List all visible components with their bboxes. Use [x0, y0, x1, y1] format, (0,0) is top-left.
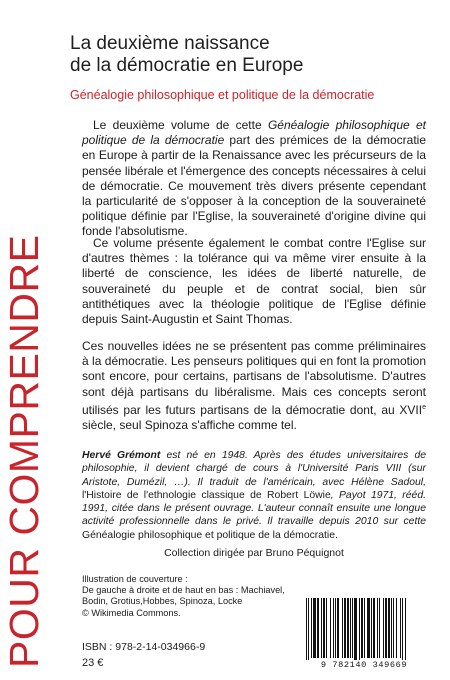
paragraph-2: Ce volume présente également le combat contre l'Eglise sur d'autres thèmes : la tolérance qui va même virer ensuite à la liberté de conscience, les idées de liberté naturelle, de souveraineté du peuple et de contrat social, bien sûr antithétiques avec la théologie politique de l'Eglise définie depuis Saint-Augustin et Saint Thomas.: [82, 236, 426, 327]
collection-note: Collection dirigée par Bruno Péquignot: [164, 547, 344, 559]
author-bio-book: l'Histoire de l'ethnologie classique de Robert Löwie: [82, 489, 331, 501]
title-line-1: La deuxième naissance: [70, 33, 270, 54]
title-line-2: de la démocratie en Europe: [70, 55, 304, 76]
book-title: [70, 33, 430, 77]
barcode-digits: 9 782140 349669: [300, 660, 428, 670]
cover-credits: [82, 574, 292, 619]
paragraph-1-lead: Le deuxième volume de cette: [93, 118, 268, 132]
series-label: POUR COMPRENDRE: [1, 234, 47, 668]
paragraph-3-rest: siècle, seul Spinoza s'affiche comme tel.: [82, 418, 297, 433]
credits-line-1: Illustration de couverture :: [82, 574, 188, 584]
paragraph-1-italic: Généalogie philosophique et politique de la démocratie: [82, 118, 426, 148]
author-bio: [82, 449, 426, 542]
paragraph-1: [82, 118, 426, 240]
paragraph-3-lead: Ces nouvelles idées ne se présentent pas comme préliminaires à la démocratie. Les penseurs politiques qui en font la promotion sont encore, pour certains, partisans de l'absolutisme. D'autres sont déjà partisans du libéralisme. Mais ces concepts seront utilisés par les futurs partisans de la démocratie dont, au XVII: [82, 339, 426, 417]
credits-line-2: De gauche à droite et de haut en bas : Machiavel, Bodin, Grotius,Hobbes, Spinoza, Locke: [82, 585, 285, 607]
price: 23 €: [82, 657, 104, 669]
paragraph-1-rest: part des prémices de la démocratie en Europe à partir de la Renaissance avec les précurseurs de la pensée libérale et l'émergence des concepts nécessaires à celui de démocratie. Ce mouvement très divers présente cependant la particularité de s'opposer à la conception de la souveraineté politique définie par l'Eglise, la souveraineté d'origine divine qui fonde l'absolutisme.: [82, 133, 426, 239]
credits-line-3: © Wikimedia Commons.: [82, 607, 181, 618]
book-subtitle: Généalogie philosophique et politique de la démocratie: [70, 88, 375, 102]
isbn: ISBN : 978-2-14-034966-9: [82, 641, 206, 653]
author-bio-part2: , Payot 1971, rééd. 1991, citée dans le présent ouvrage. L'auteur connaît ensuite une longue activité professionnelle dans le privé. Il travaille depuis 2010 sur cette: [82, 489, 426, 528]
author-bio-part1: est né en 1948. Après des études universitaires de philosophie, il devient chargé de cours à l'Université Paris VIII (sur Aristote, Dumézil, …). Il traduit de l'américain, avec Hélène Sadoul,: [82, 450, 427, 488]
paragraph-3: [82, 339, 426, 433]
paragraph-3-sup: e: [422, 403, 426, 411]
author-name: Hervé Grémont: [82, 450, 161, 461]
author-bio-work: Généalogie philosophique et politique de la démocratie: [82, 529, 336, 541]
author-bio-end: .: [335, 529, 338, 541]
